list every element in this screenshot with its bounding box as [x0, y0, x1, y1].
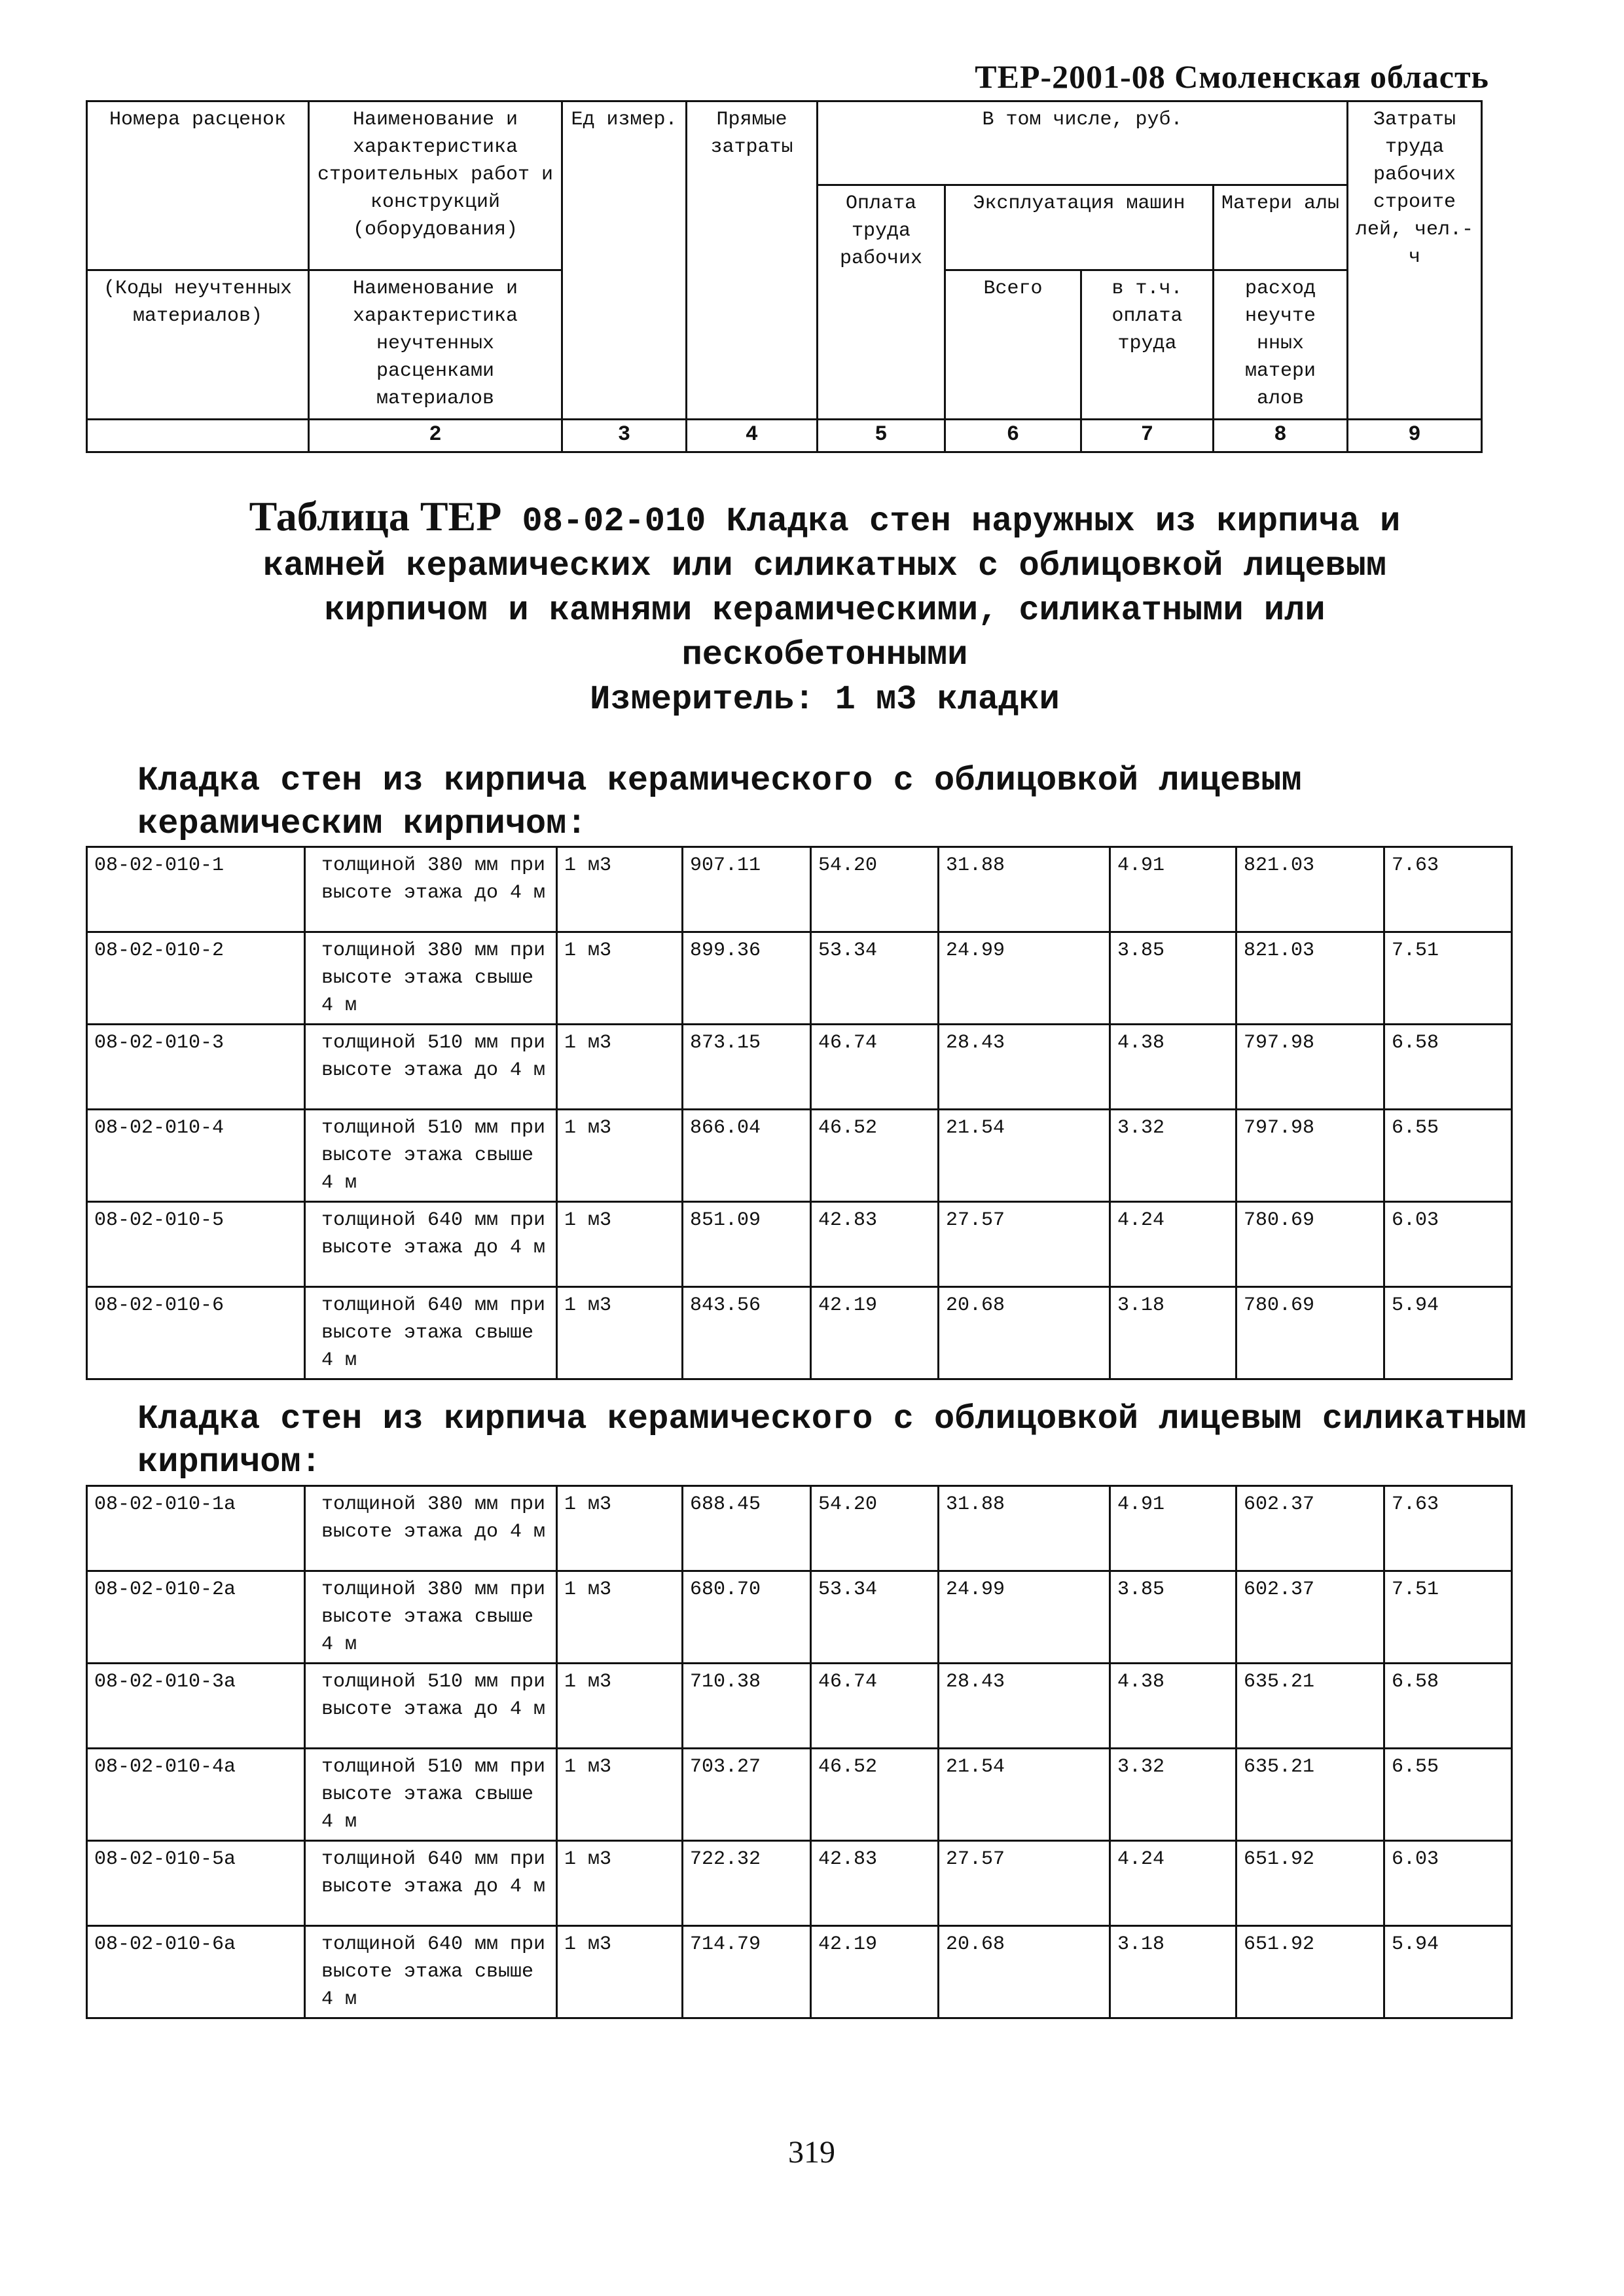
rate-code-cell: 08-02-010-6а	[87, 1926, 305, 2018]
unit-cell: 1 м3	[557, 1926, 683, 2018]
wage-cell: 54.20	[811, 1486, 939, 1571]
table-row	[87, 1287, 1512, 1379]
direct-costs-cell: 907.11	[683, 847, 811, 932]
rate-code-cell: 08-02-010-4а	[87, 1749, 305, 1841]
machines-wage-cell: 3.18	[1110, 1926, 1236, 2018]
work-description-cell: толщиной 380 мм при высоте этажа до 4 м	[305, 1486, 557, 1571]
direct-costs-cell: 866.04	[683, 1110, 811, 1202]
labor-costs-cell: 5.94	[1384, 1926, 1512, 2018]
table-title-lead: Таблица ТЕР	[249, 493, 502, 539]
table-measure: Измеритель: 1 м3 кладки	[590, 680, 1060, 719]
header-unaccounted-codes: (Коды неучтенных материалов)	[87, 270, 309, 420]
wage-cell: 42.83	[811, 1202, 939, 1287]
work-description-cell: толщиной 510 мм при высоте этажа до 4 м	[305, 1025, 557, 1110]
machines-total-cell: 28.43	[939, 1664, 1110, 1749]
labor-costs-cell: 6.58	[1384, 1664, 1512, 1749]
rate-code-cell: 08-02-010-6	[87, 1287, 305, 1379]
materials-cell: 797.98	[1236, 1110, 1384, 1202]
rate-code-cell: 08-02-010-4	[87, 1110, 305, 1202]
materials-cell: 635.21	[1236, 1749, 1384, 1841]
unit-cell: 1 м3	[557, 1664, 683, 1749]
machines-wage-cell: 4.91	[1110, 1486, 1236, 1571]
machines-total-cell: 21.54	[939, 1110, 1110, 1202]
work-description-cell: толщиной 380 мм при высоте этажа свыше 4 м	[305, 932, 557, 1025]
table-row	[87, 847, 1512, 932]
header-unaccounted-materials: Наименование и характеристика неучтенных расценками материалов	[309, 270, 562, 420]
work-description-cell: толщиной 380 мм при высоте этажа свыше 4 м	[305, 1571, 557, 1664]
direct-costs-cell: 873.15	[683, 1025, 811, 1110]
direct-costs-cell: 710.38	[683, 1664, 811, 1749]
table-row	[87, 1025, 1512, 1110]
table-title-line-4: пескобетонными	[681, 636, 968, 674]
table-row	[87, 1571, 1512, 1664]
work-description-cell: толщиной 380 мм при высоте этажа до 4 м	[305, 847, 557, 932]
machines-wage-cell: 3.85	[1110, 1571, 1236, 1664]
machines-wage-cell: 3.18	[1110, 1287, 1236, 1379]
table-title-line-2: камней керамических или силикатных с облицовкой лицевым	[262, 547, 1387, 585]
materials-cell: 780.69	[1236, 1202, 1384, 1287]
direct-costs-cell: 843.56	[683, 1287, 811, 1379]
direct-costs-cell: 680.70	[683, 1571, 811, 1664]
header-rate-numbers: Номера расценок	[87, 101, 309, 270]
section-title-silicate: Кладка стен из кирпича керамического с облицовкой лицевым силикатным кирпичом:	[137, 1400, 1526, 1482]
unit-cell: 1 м3	[557, 932, 683, 1025]
header-work-name: Наименование и характеристика строительных работ и конструкций (оборудования)	[309, 101, 562, 270]
direct-costs-cell: 851.09	[683, 1202, 811, 1287]
work-description-cell: толщиной 510 мм при высоте этажа свыше 4 м	[305, 1749, 557, 1841]
unit-cell: 1 м3	[557, 1571, 683, 1664]
header-including-group: В том числе, руб.	[818, 101, 1348, 185]
materials-cell: 651.92	[1236, 1841, 1384, 1926]
table-row	[87, 1749, 1512, 1841]
header-materials-consumption: расход неучте нных матери алов	[1214, 270, 1348, 420]
labor-costs-cell: 7.63	[1384, 847, 1512, 932]
unit-cell: 1 м3	[557, 1025, 683, 1110]
column-number: 8	[1214, 420, 1348, 452]
materials-cell: 602.37	[1236, 1486, 1384, 1571]
materials-cell: 651.92	[1236, 1926, 1384, 2018]
work-description-cell: толщиной 640 мм при высоте этажа свыше 4 м	[305, 1926, 557, 2018]
unit-cell: 1 м3	[557, 1841, 683, 1926]
machines-total-cell: 27.57	[939, 1202, 1110, 1287]
materials-cell: 602.37	[1236, 1571, 1384, 1664]
machines-wage-cell: 4.91	[1110, 847, 1236, 932]
machines-total-cell: 28.43	[939, 1025, 1110, 1110]
wage-cell: 46.74	[811, 1025, 939, 1110]
unit-cell: 1 м3	[557, 1749, 683, 1841]
header-materials: Матери алы	[1214, 185, 1348, 270]
machines-total-cell: 27.57	[939, 1841, 1110, 1926]
direct-costs-cell: 703.27	[683, 1749, 811, 1841]
table-row	[87, 1110, 1512, 1202]
labor-costs-cell: 7.51	[1384, 932, 1512, 1025]
header-unit: Ед измер.	[562, 101, 687, 420]
header-machines-total: Всего	[945, 270, 1081, 420]
machines-total-cell: 24.99	[939, 932, 1110, 1025]
rate-code-cell: 08-02-010-3а	[87, 1664, 305, 1749]
machines-wage-cell: 4.38	[1110, 1664, 1236, 1749]
work-description-cell: толщиной 640 мм при высоте этажа свыше 4 м	[305, 1287, 557, 1379]
machines-total-cell: 31.88	[939, 1486, 1110, 1571]
machines-wage-cell: 4.24	[1110, 1841, 1236, 1926]
column-header-table	[86, 100, 1483, 453]
labor-costs-cell: 7.51	[1384, 1571, 1512, 1664]
table-title-line-3: кирпичом и камнями керамическими, силикатными или	[324, 591, 1326, 630]
wage-cell: 42.83	[811, 1841, 939, 1926]
table-row	[87, 932, 1512, 1025]
unit-cell: 1 м3	[557, 1202, 683, 1287]
machines-wage-cell: 3.32	[1110, 1749, 1236, 1841]
machines-total-cell: 20.68	[939, 1287, 1110, 1379]
column-number: 2	[309, 420, 562, 452]
column-number: 6	[945, 420, 1081, 452]
labor-costs-cell: 6.03	[1384, 1841, 1512, 1926]
rates-table-ceramic	[86, 846, 1513, 1380]
materials-cell: 635.21	[1236, 1664, 1384, 1749]
table-row	[87, 1841, 1512, 1926]
column-number: 5	[818, 420, 945, 452]
table-row	[87, 1664, 1512, 1749]
column-number: 3	[562, 420, 687, 452]
wage-cell: 53.34	[811, 932, 939, 1025]
page-number: 319	[788, 2135, 835, 2170]
direct-costs-cell: 722.32	[683, 1841, 811, 1926]
unit-cell: 1 м3	[557, 1287, 683, 1379]
labor-costs-cell: 6.58	[1384, 1025, 1512, 1110]
labor-costs-cell: 6.55	[1384, 1110, 1512, 1202]
machines-total-cell: 31.88	[939, 847, 1110, 932]
wage-cell: 46.52	[811, 1749, 939, 1841]
rates-table-silicate	[86, 1485, 1513, 2019]
rate-code-cell: 08-02-010-1а	[87, 1486, 305, 1571]
materials-cell: 797.98	[1236, 1025, 1384, 1110]
table-row	[87, 1926, 1512, 2018]
materials-cell: 821.03	[1236, 932, 1384, 1025]
rate-code-cell: 08-02-010-1	[87, 847, 305, 932]
rate-code-cell: 08-02-010-5а	[87, 1841, 305, 1926]
work-description-cell: толщиной 640 мм при высоте этажа до 4 м	[305, 1841, 557, 1926]
column-number	[87, 420, 309, 452]
wage-cell: 42.19	[811, 1926, 939, 2018]
labor-costs-cell: 7.63	[1384, 1486, 1512, 1571]
table-row	[87, 1486, 1512, 1571]
machines-wage-cell: 3.85	[1110, 932, 1236, 1025]
work-description-cell: толщиной 510 мм при высоте этажа свыше 4 м	[305, 1110, 557, 1202]
rate-code-cell: 08-02-010-2	[87, 932, 305, 1025]
header-wage: Оплата труда рабочих	[818, 185, 945, 420]
labor-costs-cell: 6.55	[1384, 1749, 1512, 1841]
column-number: 4	[687, 420, 818, 452]
work-description-cell: толщиной 640 мм при высоте этажа до 4 м	[305, 1202, 557, 1287]
header-machines-wage: в т.ч. оплата труда	[1081, 270, 1214, 420]
rate-code-cell: 08-02-010-2а	[87, 1571, 305, 1664]
document-header: ТЕР-2001-08 Смоленская область	[975, 58, 1489, 95]
rate-code-cell: 08-02-010-5	[87, 1202, 305, 1287]
labor-costs-cell: 5.94	[1384, 1287, 1512, 1379]
wage-cell: 46.52	[811, 1110, 939, 1202]
unit-cell: 1 м3	[557, 1486, 683, 1571]
machines-wage-cell: 3.32	[1110, 1110, 1236, 1202]
rate-code-cell: 08-02-010-3	[87, 1025, 305, 1110]
header-machines: Эксплуатация машин	[945, 185, 1214, 270]
wage-cell: 46.74	[811, 1664, 939, 1749]
direct-costs-cell: 714.79	[683, 1926, 811, 2018]
section-title-ceramic: Кладка стен из кирпича керамического с облицовкой лицевым керамическим кирпичом:	[137, 761, 1302, 843]
wage-cell: 54.20	[811, 847, 939, 932]
direct-costs-cell: 688.45	[683, 1486, 811, 1571]
machines-total-cell: 24.99	[939, 1571, 1110, 1664]
materials-cell: 780.69	[1236, 1287, 1384, 1379]
unit-cell: 1 м3	[557, 847, 683, 932]
work-description-cell: толщиной 510 мм при высоте этажа до 4 м	[305, 1664, 557, 1749]
machines-wage-cell: 4.24	[1110, 1202, 1236, 1287]
column-number: 7	[1081, 420, 1214, 452]
wage-cell: 53.34	[811, 1571, 939, 1664]
wage-cell: 42.19	[811, 1287, 939, 1379]
machines-total-cell: 21.54	[939, 1749, 1110, 1841]
table-title-line-1: 08-02-010 Кладка стен наружных из кирпича и	[501, 502, 1401, 541]
header-direct-costs: Прямые затраты	[687, 101, 818, 420]
unit-cell: 1 м3	[557, 1110, 683, 1202]
materials-cell: 821.03	[1236, 847, 1384, 932]
header-labor-costs: Затраты труда рабочих строите лей, чел.-ч	[1348, 101, 1482, 420]
table-title	[79, 494, 1571, 722]
table-row	[87, 1202, 1512, 1287]
column-number: 9	[1348, 420, 1482, 452]
machines-total-cell: 20.68	[939, 1926, 1110, 2018]
machines-wage-cell: 4.38	[1110, 1025, 1236, 1110]
labor-costs-cell: 6.03	[1384, 1202, 1512, 1287]
direct-costs-cell: 899.36	[683, 932, 811, 1025]
